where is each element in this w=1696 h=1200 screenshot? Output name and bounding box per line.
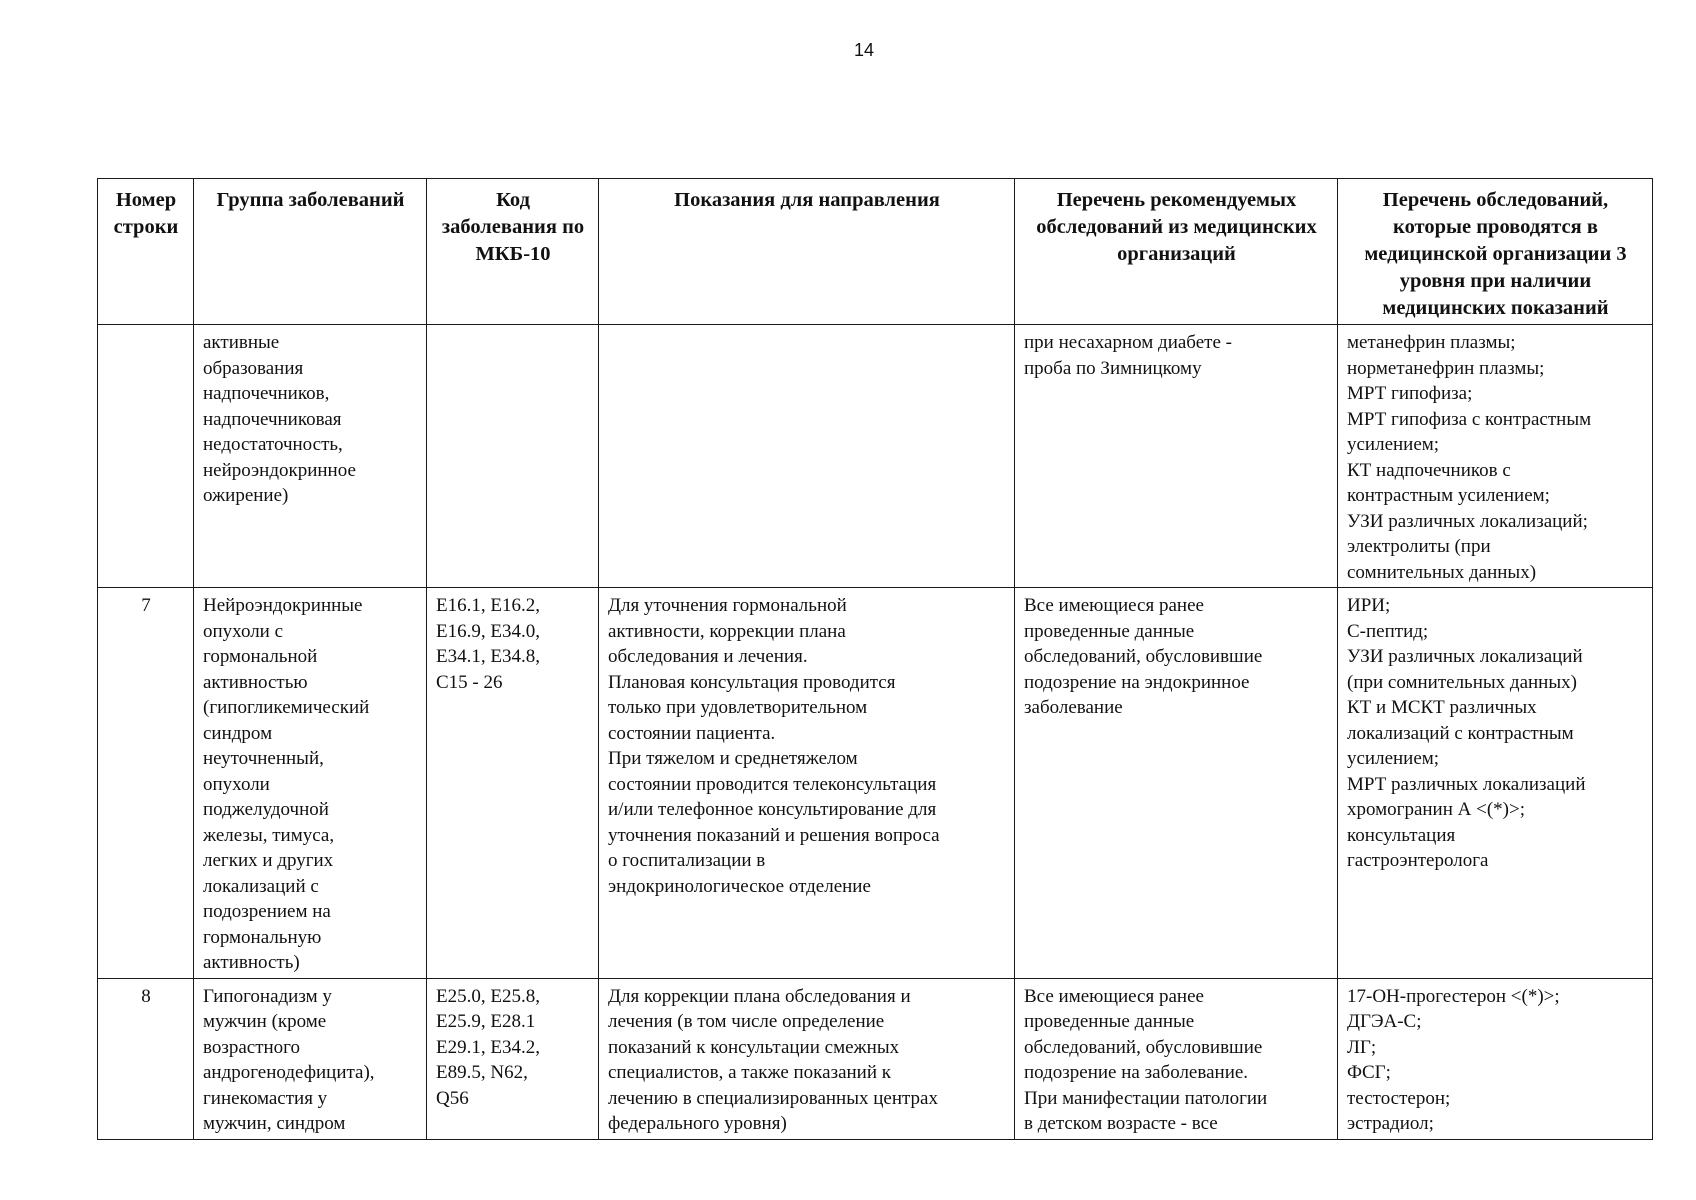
indications-cell: Для коррекции плана обследования и лечения (в том числе определение показаний к консультации смежных специалистов, а также показаний к лечению в специализированных центрах федерального уровня)	[599, 978, 1015, 1139]
recommended-tests-cell: Все имеющиеся ранее проведенные данные обследований, обусловившие подозрение на эндокринное заболевание	[1015, 588, 1338, 979]
header-recommended-tests: Перечень рекомендуемых обследований из медицинских организаций	[1015, 179, 1338, 325]
row-number-cell	[98, 325, 194, 588]
icd-code-cell: E16.1, E16.2, E16.9, E34.0, E34.1, E34.8, C15 - 26	[427, 588, 599, 979]
disease-group-cell: активные образования надпочечников, надпочечниковая недостаточность, нейроэндокринное ожирение)	[194, 325, 427, 588]
table-row	[98, 588, 1653, 979]
indications-cell: Для уточнения гормональной активности, коррекции плана обследования и лечения. Плановая консультация проводится только при удовлетворительном состоянии пациента. При тяжелом и среднетяжелом состоянии проводится телеконсультация и/или телефонное консультирование для уточнения показаний и решения вопроса о госпитализации в эндокринологическое отделение	[599, 588, 1015, 979]
indications-cell	[599, 325, 1015, 588]
icd-code-cell	[427, 325, 599, 588]
header-disease-group: Группа заболеваний	[194, 179, 427, 325]
row-number-cell: 7	[98, 588, 194, 979]
header-indications: Показания для направления	[599, 179, 1015, 325]
header-icd-code: Код заболевания по МКБ-10	[427, 179, 599, 325]
header-level3-tests: Перечень обследований, которые проводятся в медицинской организации 3 уровня при наличии медицинских показаний	[1338, 179, 1653, 325]
icd-code-cell: E25.0, E25.8, E25.9, E28.1 E29.1, E34.2, E89.5, N62, Q56	[427, 978, 599, 1139]
page-number: 14	[853, 40, 875, 60]
recommended-tests-cell: Все имеющиеся ранее проведенные данные обследований, обусловившие подозрение на заболевание. При манифестации патологии в детском возрасте - все	[1015, 978, 1338, 1139]
table-row	[98, 978, 1653, 1139]
recommended-tests-cell: при несахарном диабете - проба по Зимницкому	[1015, 325, 1338, 588]
table-header-row	[98, 179, 1653, 325]
referral-table	[97, 178, 1653, 1140]
level3-tests-cell: 17-ОН-прогестерон <(*)>; ДГЭА-С; ЛГ; ФСГ; тестостерон; эстрадиол;	[1338, 978, 1653, 1139]
level3-tests-cell: метанефрин плазмы; норметанефрин плазмы; МРТ гипофиза; МРТ гипофиза с контрастным усилением; КТ надпочечников с контрастным усилением; УЗИ различных локализаций; электролиты (при сомнительных данных)	[1338, 325, 1653, 588]
row-number-cell: 8	[98, 978, 194, 1139]
level3-tests-cell: ИРИ; С-пептид; УЗИ различных локализаций (при сомнительных данных) КТ и МСКТ различных локализаций с контрастным усилением; МРТ различных локализаций хромогранин А <(*)>; консультация гастроэнтеролога	[1338, 588, 1653, 979]
disease-group-cell: Нейроэндокринные опухоли с гормональной активностью (гипогликемический синдром неуточненный, опухоли поджелудочной железы, тимуса, легких и других локализаций с подозрением на гормональную активность)	[194, 588, 427, 979]
header-row-number: Номер строки	[98, 179, 194, 325]
table-row	[98, 325, 1653, 588]
disease-group-cell: Гипогонадизм у мужчин (кроме возрастного андрогенодефицита), гинекомастия у мужчин, синдром	[194, 978, 427, 1139]
